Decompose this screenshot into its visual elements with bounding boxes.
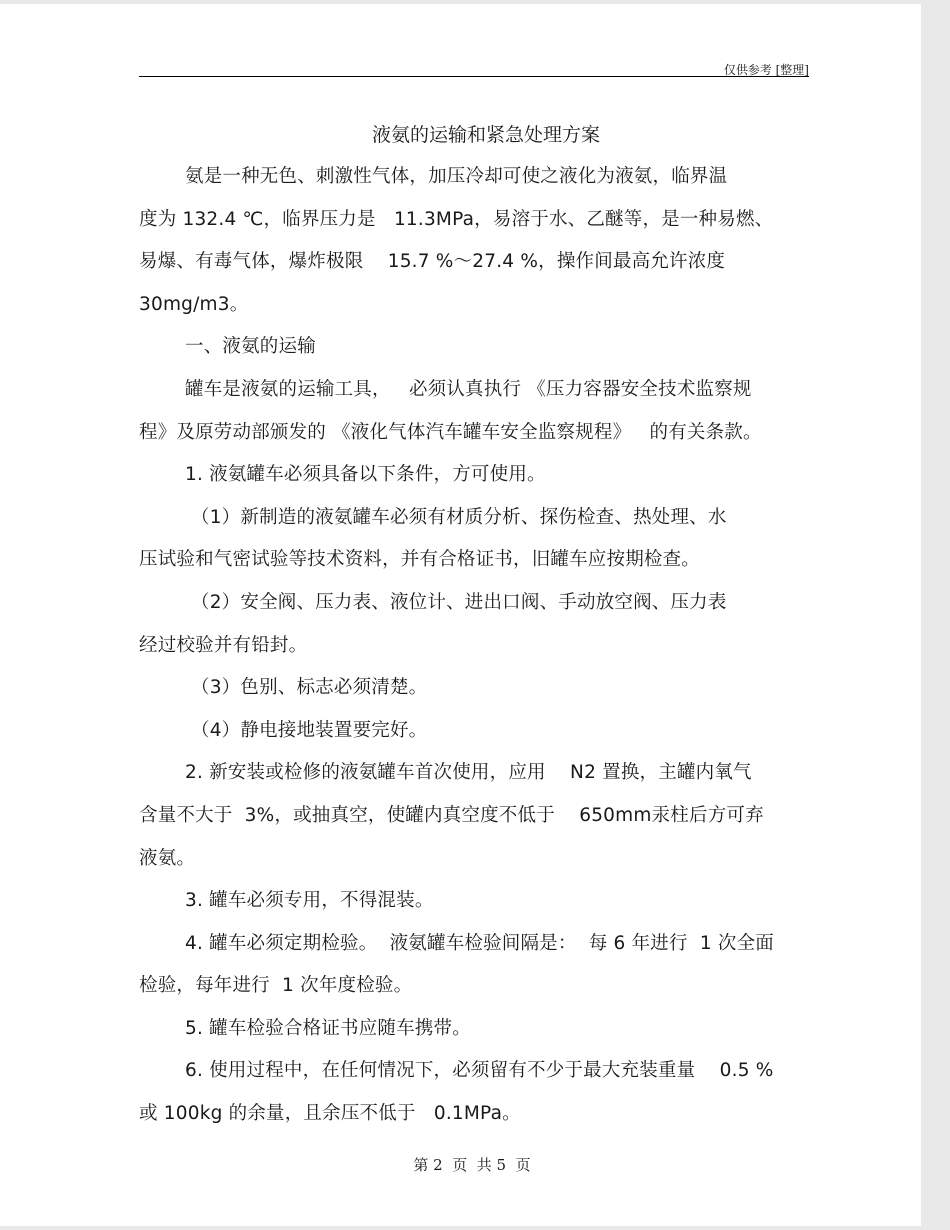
paragraph-line: 度为 132.4 ℃，临界压力是 11.3MPa，易溶于水、乙醚等，是一种易燃、 [139, 208, 774, 230]
list-item: 3. 罐车必须专用，不得混装。 [185, 890, 434, 912]
paragraph-line: 程》及原劳动部颁发的 《液化气体汽车罐车安全监察规程》 的有关条款。 [139, 421, 762, 443]
paragraph-line: 氨是一种无色、刺激性气体，加压冷却可使之液化为液氨，临界温 [185, 166, 728, 187]
section-heading: 一、液氨的运输 [185, 336, 316, 358]
document-body [139, 156, 811, 1136]
list-item: 4. 罐车必须定期检验。 液氨罐车检验间隔是： 每 6 年进行 1 次全面 [185, 932, 774, 954]
page-number: 第 2 页 共 5 页 [413, 1156, 531, 1174]
paragraph-line: 易爆、有毒气体，爆炸极限 15.7 %～27.4 %，操作间最高允许浓度 [139, 251, 726, 273]
list-item: 2. 新安装或检修的液氨罐车首次使用，应用 N2 置换，主罐内氧气 [185, 762, 752, 784]
paragraph-line: 压试验和气密试验等技术资料，并有合格证书，旧罐车应按期检查。 [139, 549, 701, 571]
paragraph-line: 含量不大于 3%，或抽真空，使罐内真空度不低于 650mm汞柱后方可弃 [139, 804, 764, 826]
paragraph-line: 或 100kg 的余量，且余压不低于 0.1MPa。 [139, 1103, 521, 1125]
list-item: 1. 液氨罐车必须具备以下条件，方可使用。 [185, 464, 546, 486]
paragraph-line: 罐车是液氨的运输工具， 必须认真执行 《压力容器安全技术监察规 [185, 378, 752, 400]
sub-list-item: （3）色别、标志必须清楚。 [191, 677, 428, 699]
sub-list-item: （2）安全阀、压力表、液位计、进出口阀、手动放空阀、压力表 [191, 591, 727, 613]
paragraph-line: 液氨。 [139, 847, 196, 869]
sub-list-item: （4）静电接地装置要完好。 [191, 719, 428, 741]
header-note: 仅供参考 [整理] [723, 63, 809, 77]
paragraph-line: 检验，每年进行 1 次年度检验。 [139, 975, 413, 997]
paragraph-line: 经过校验并有铅封。 [139, 634, 308, 656]
paragraph-line: 30mg/m3。 [139, 293, 249, 315]
list-item: 6. 使用过程中，在任何情况下，必须留有不少于最大充装重量 0.5 % [185, 1060, 774, 1082]
sub-list-item: （1）新制造的液氨罐车必须有材质分析、探伤检查、热处理、水 [191, 506, 727, 528]
list-item: 5. 罐车检验合格证书应随车携带。 [185, 1017, 471, 1039]
header-divider [139, 76, 809, 77]
document-page [0, 4, 921, 1226]
document-title: 液氨的运输和紧急处理方案 [371, 124, 600, 146]
